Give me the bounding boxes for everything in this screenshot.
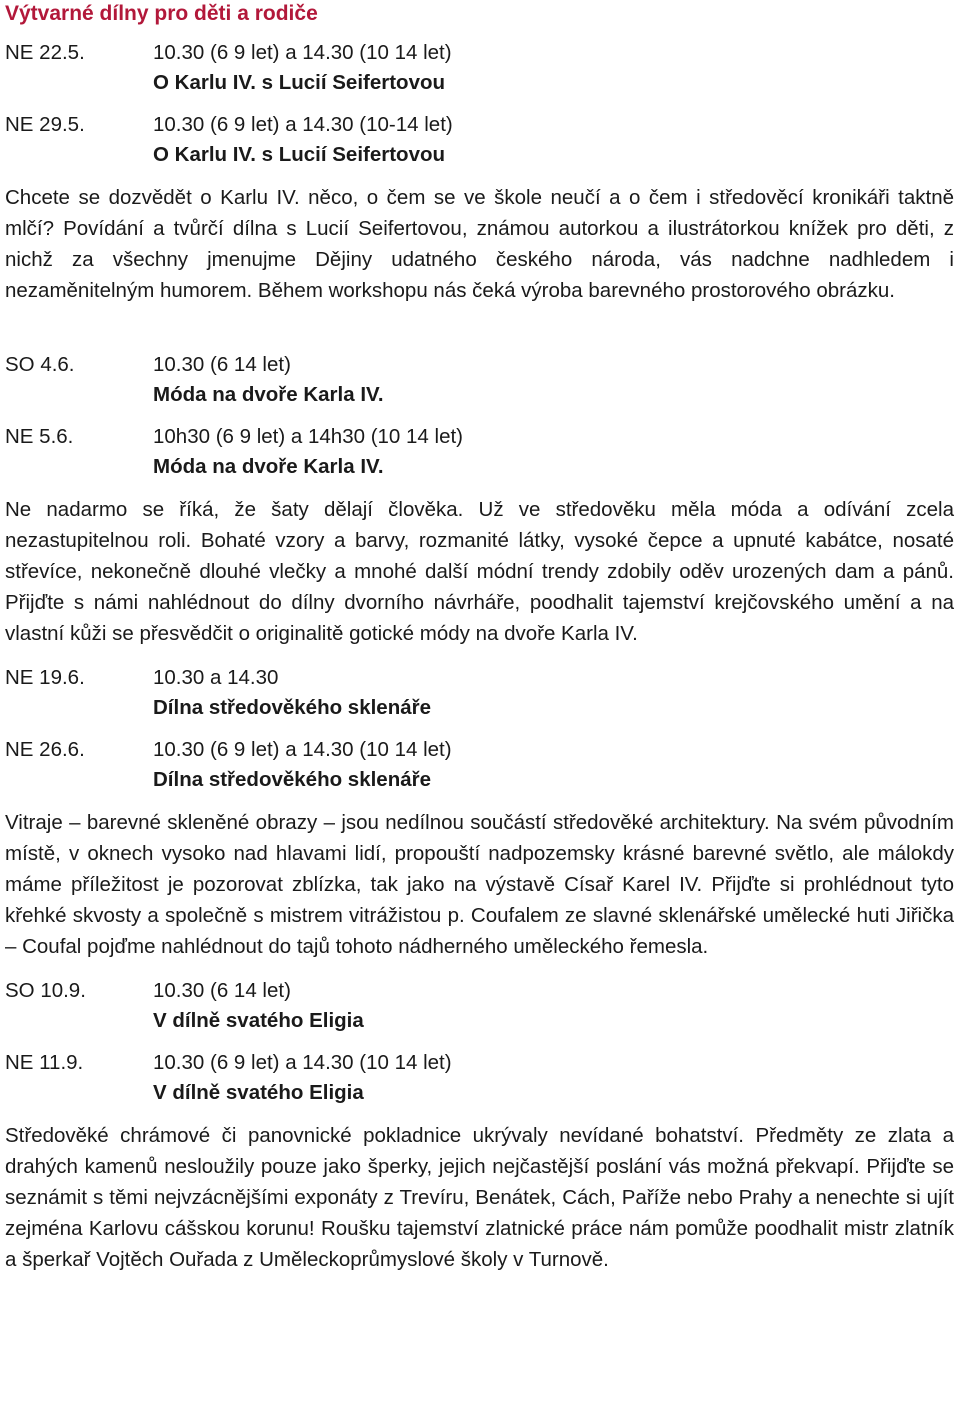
event-date: NE 11.9. <box>5 1051 84 1074</box>
event-entry <box>5 1048 954 1108</box>
event-entry <box>5 976 954 1036</box>
section-glass-workshop <box>5 663 954 962</box>
event-date: NE 29.5. <box>5 113 85 136</box>
event-title: Móda na dvoře Karla IV. <box>153 383 384 406</box>
event-title: V dílně svatého Eligia <box>153 1081 364 1104</box>
event-entry <box>5 38 954 98</box>
page-title: Výtvarné dílny pro děti a rodiče <box>5 2 318 25</box>
event-date: NE 19.6. <box>5 666 85 689</box>
event-description: Vitraje – barevné skleněné obrazy – jsou nedílnou součástí středověké architektury. Na svém původním místě, v oknech vysoko nad hlavami lidí, propouští nadpozemsky krásné barevné světlo, ale málokdy máme příležitost je pozorovat zblízka, tak jako na výstavě Císař Karel IV. Přijďte si prohlédnout tyto křehké skvosty a společně s mistrem vitrážistou p. Coufalem ze slavné sklenářské umělecké huti Jiřička – Coufal pojďme nahlédnout do tajů tohoto nádherného uměleckého řemesla. <box>5 811 954 958</box>
event-date: NE 5.6. <box>5 425 74 448</box>
event-description: Středověké chrámové či panovnické pokladnice ukrývaly nevídané bohatství. Předměty ze zlata a drahých kamenů nesloužily pouze jako šperky, jejich nejčastější poslání vás možná překvapí. Přijďte se seznámit s těmi nejvzácnějšími exponáty z Trevíru, Benátek, Cách, Paříže nebo Prahy a nenechte si ujít zejména Karlovu cášskou korunu! Roušku tajemství zlatnické práce nám pomůže poodhalit mistr zlatník a šperkař Vojtěch Ouřada z Uměleckoprůmyslové školy v Turnově. <box>5 1124 954 1271</box>
event-title: O Karlu IV. s Lucií Seifertovou <box>153 143 446 166</box>
event-entry <box>5 350 954 410</box>
event-description: Chcete se dozvědět o Karlu IV. něco, o čem se ve škole neučí a o čem i středověcí kronikáři taktně mlčí? Povídání a tvůrčí dílna s Lucií Seifertovou, známou autorkou a ilustrátorkou knížek pro děti, z nichž za všechny jmenujme Dějiny udatného českého národa, vás nadchne nadhledem i nezaměnitelným humorem. Během workshopu nás čeká výroba barevného prostorového obrázku. <box>5 186 954 302</box>
event-entry <box>5 422 954 482</box>
event-date: SO 10.9. <box>5 979 86 1002</box>
section-fashion-workshop <box>5 350 954 649</box>
event-time: 10.30 (6 9 let) a 14.30 (10-14 let) <box>153 113 453 136</box>
event-date: SO 4.6. <box>5 353 75 376</box>
section-karel-workshop <box>5 38 954 306</box>
event-time: 10.30 a 14.30 <box>153 666 279 689</box>
event-title: Dílna středověkého sklenáře <box>153 696 432 719</box>
event-entry <box>5 735 954 795</box>
event-time: 10.30 (6 9 let) a 14.30 (10 14 let) <box>153 41 452 64</box>
event-time: 10.30 (6 9 let) a 14.30 (10 14 let) <box>153 1051 452 1074</box>
event-title: O Karlu IV. s Lucií Seifertovou <box>153 71 446 94</box>
event-title: Dílna středověkého sklenáře <box>153 768 432 791</box>
event-date: NE 22.5. <box>5 41 85 64</box>
event-title: Móda na dvoře Karla IV. <box>153 455 384 478</box>
event-description: Ne nadarmo se říká, že šaty dělají člověka. Už ve středověku měla móda a odívání zcela nezastupitelnou roli. Bohaté vzory a barvy, rozmanité látky, vysoké čepce a upnuté kabátce, nosaté střevíce, nekonečně dlouhé vlečky a mnohé další módní trendy zdobily oděv urozených dam a pánů. Přijďte s námi nahlédnout do dílny dvorního návrháře, poodhalit tajemství krejčovského umění a na vlastní kůži se přesvědčit o originalitě gotické módy na dvoře Karla IV. <box>5 498 954 645</box>
event-entry <box>5 663 954 723</box>
event-title: V dílně svatého Eligia <box>153 1009 364 1032</box>
event-time: 10.30 (6 14 let) <box>153 979 291 1002</box>
section-goldsmith-workshop <box>5 976 954 1275</box>
event-date: NE 26.6. <box>5 738 85 761</box>
event-time: 10h30 (6 9 let) a 14h30 (10 14 let) <box>153 425 463 448</box>
event-time: 10.30 (6 9 let) a 14.30 (10 14 let) <box>153 738 452 761</box>
event-time: 10.30 (6 14 let) <box>153 353 291 376</box>
event-entry <box>5 110 954 170</box>
